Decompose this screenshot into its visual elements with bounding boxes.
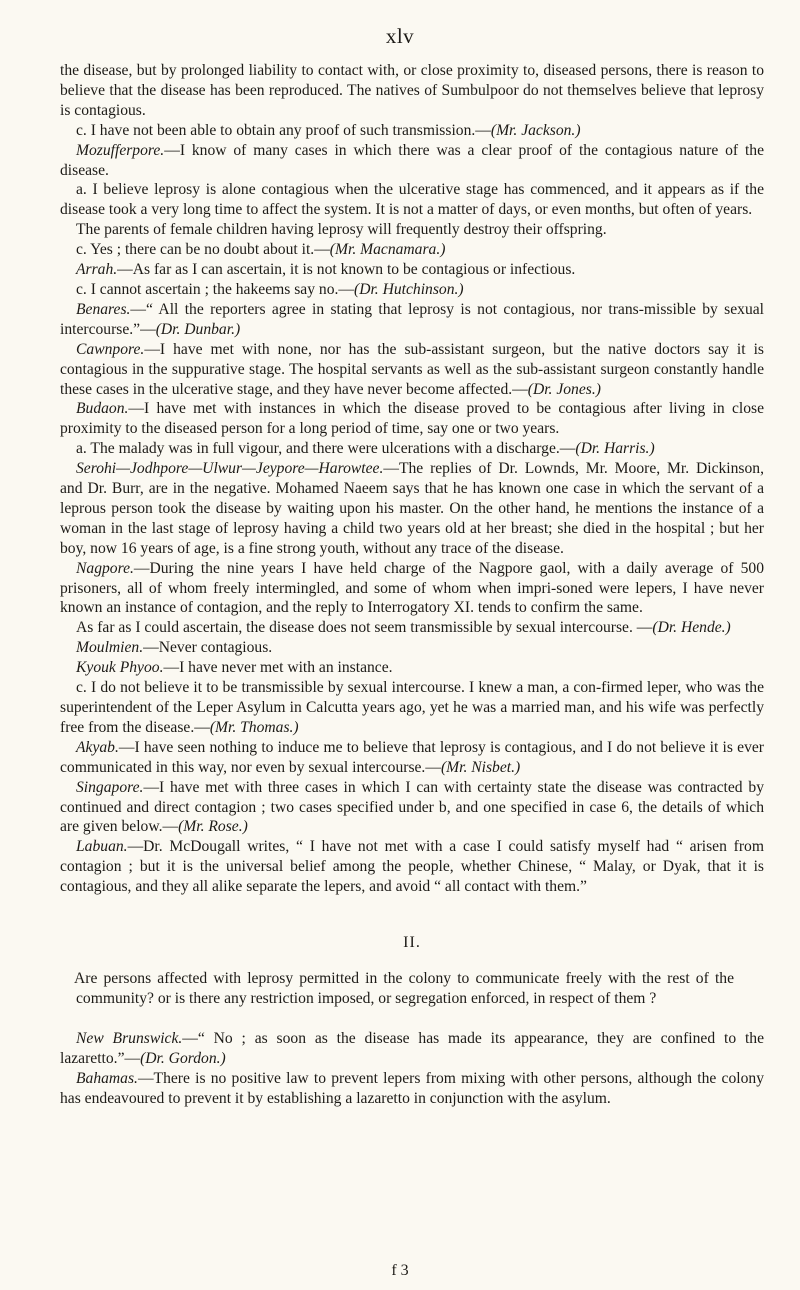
place-name: Arrah. xyxy=(76,261,118,279)
citation: (Mr. Macnamara.) xyxy=(329,241,446,259)
paragraph-benares xyxy=(60,300,764,340)
paragraph-moulmien xyxy=(60,638,764,658)
paragraph-mozufferpore xyxy=(60,141,764,181)
paragraph-serohi xyxy=(60,459,764,559)
place-name: Benares. xyxy=(76,300,131,318)
paragraph-text: —I have seen nothing to induce me to believe that leprosy is contagious, and I do not believe it is ever communicated in this way, nor even by sexual intercourse.— xyxy=(60,738,764,776)
citation: (Dr. Dunbar.) xyxy=(155,320,241,338)
interrogatory-question xyxy=(76,969,734,1009)
citation: (Dr. Gordon.) xyxy=(140,1049,226,1067)
paragraph-text: —The replies of Dr. Lownds, Mr. Moore, Mr. Dickinson, and Dr. Burr, are in the negative. Mohamed Naeem says that he has known one case in which the servant of a leprous person took the disease by waiting upon his master. On the other hand, he mentions the instance of a woman in the last stage of leprosy having a child two years old at her breast; she died in the hospital ; but her boy, now 16 years of age, is a fine strong youth, without any trace of the disease. xyxy=(60,460,764,557)
paragraph-kyouk-phyoo xyxy=(60,658,764,678)
place-name: New Brunswick. xyxy=(76,1029,183,1047)
paragraph-cawnpore xyxy=(60,340,764,400)
place-name: Moulmien. xyxy=(76,639,144,657)
citation: (Mr. Thomas.) xyxy=(209,718,299,736)
citation: (Dr. Hutchinson.) xyxy=(354,280,464,298)
place-name: Bahamas. xyxy=(76,1069,138,1087)
paragraph-text: c. I cannot ascertain ; the hakeems say no.— xyxy=(76,280,354,298)
paragraph-text: c. I have not been able to obtain any proof of such transmission.— xyxy=(76,121,491,139)
place-name: Mozufferpore. xyxy=(76,141,165,159)
paragraph-reply-c xyxy=(60,678,764,738)
paragraph-text: —I have met with none, nor has the sub-assistant surgeon, but the native doctors say it is contagious in the suppurative stage. The hospital servants as well as the sub-assistant surgeon constantly handle these cases in the ulcerative stage, and they have never become affected.— xyxy=(60,340,764,398)
place-name: Budaon. xyxy=(76,400,129,418)
paragraph-singapore xyxy=(60,778,764,838)
paragraph-reply-a xyxy=(60,180,764,220)
paragraph-reply-c xyxy=(60,121,764,141)
paragraph-bahamas xyxy=(60,1069,764,1109)
paragraph-text: —There is no positive law to prevent lepers from mixing with other persons, although the colony has endeavoured to prevent it by establishing a lazaretto in conjunction with the asylum. xyxy=(60,1069,764,1107)
place-name: Labuan. xyxy=(76,838,128,856)
paragraph-text: —Never contagious. xyxy=(143,639,273,657)
place-name: Akyab. xyxy=(76,738,119,756)
paragraph-text: The parents of female children having leprosy will frequently destroy their offspring. xyxy=(76,221,607,239)
paragraph-text: —I have never met with an instance. xyxy=(163,659,393,677)
paragraph-text: c. I do not believe it to be transmissible by sexual intercourse. I knew a man, a con-firmed leper, who was the superintendent of the Leper Asylum in Calcutta years ago, yet he was a married man, and his wife was perfectly free from the disease.— xyxy=(60,679,764,736)
citation: (Mr. Jackson.) xyxy=(490,121,581,139)
place-name: Kyouk Phyoo. xyxy=(76,659,164,677)
paragraph-reply-c xyxy=(60,280,764,300)
paragraph-parents xyxy=(60,220,764,240)
paragraph-arrah xyxy=(60,260,764,280)
paragraph-sexual-intercourse xyxy=(60,618,764,638)
citation: (Dr. Jones.) xyxy=(527,380,601,398)
paragraph-text: —I have met with three cases in which I can with certainty state the disease was contracted by continued and direct contagion ; two cases specified under b, and one specified in case 6, the details of which are given below.— xyxy=(60,778,764,836)
paragraph-text: the disease, but by prolonged liability to contact with, or close proximity to, diseased persons, there is reason to believe that the disease has been reproduced. The natives of Sumbulpoor do not themselves believe that leprosy is contagious. xyxy=(60,62,764,119)
paragraph-new-brunswick xyxy=(60,1029,764,1069)
paragraph-text: As far as I could ascertain, the disease does not seem transmissible by sexual intercourse. — xyxy=(76,619,653,637)
paragraph-text: —“ No ; as soon as the disease has made its appearance, they are confined to the lazaretto.”— xyxy=(60,1029,764,1067)
section-number: II. xyxy=(403,934,421,952)
paragraph-text: a. The malady was in full vigour, and there were ulcerations with a discharge.— xyxy=(76,440,576,458)
page-body xyxy=(60,61,764,1108)
question-text: Are persons affected with leprosy permitted in the colony to communicate freely with the rest of the community? or is there any restriction imposed, or segregation enforced, in respect of them ? xyxy=(74,969,734,1007)
signature-mark: f 3 xyxy=(391,1262,409,1279)
paragraph-text: c. Yes ; there can be no doubt about it.— xyxy=(76,241,330,259)
paragraph-reply-a xyxy=(60,439,764,459)
paragraph-text: —I know of many cases in which there was a clear proof of the contagious nature of the disease. xyxy=(60,141,764,179)
paragraph-text: —“ All the reporters agree in stating that leprosy is not contagious, nor trans-missible by sexual intercourse.”— xyxy=(60,300,764,338)
paragraph-text: —Dr. McDougall writes, “ I have not met with a case I could satisfy myself had “ arisen from contagion ; but it is the universal belief among the people, whether Chinese, “ Malay, or Dyak, that it is contagious, and they all alike separate the lepers, and avoid “ all contact with them.” xyxy=(60,838,764,896)
paragraph-budaon xyxy=(60,399,764,439)
page-number: xlv xyxy=(385,24,415,48)
paragraph-continuation xyxy=(60,61,764,121)
paragraph-nagpore xyxy=(60,559,764,619)
paragraph-reply-c xyxy=(60,240,764,260)
citation: (Dr. Hende.) xyxy=(652,619,731,637)
paragraph-text: —I have met with instances in which the disease proved to be contagious after living in close proximity to the diseased person for a long period of time, say one or two years. xyxy=(60,400,764,438)
place-name: Singapore. xyxy=(76,778,144,796)
place-name: Serohi—Jodhpore—Ulwur—Jeypore—Harowtee. xyxy=(76,460,384,478)
citation: (Mr. Rose.) xyxy=(178,818,248,836)
citation: (Dr. Harris.) xyxy=(575,440,655,458)
place-name: Nagpore. xyxy=(76,559,134,577)
place-name: Cawnpore. xyxy=(76,340,145,358)
citation: (Mr. Nisbet.) xyxy=(440,758,521,776)
paragraph-text: —As far as I can ascertain, it is not known to be contagious or infectious. xyxy=(117,261,576,279)
paragraph-text: a. I believe leprosy is alone contagious when the ulcerative stage has commenced, and it appears as if the disease took a very long time to affect the system. It is not a matter of days, or even months, but often of years. xyxy=(60,181,764,219)
paragraph-akyab xyxy=(60,738,764,778)
paragraph-labuan xyxy=(60,837,764,897)
paragraph-text: —During the nine years I have held charge of the Nagpore gaol, with a daily average of 500 prisoners, all of whom freely intermingled, and some of whom when impri-soned were lepers, I have never known an instance of contagion, and the reply to Interrogatory XI. tends to confirm the same. xyxy=(60,559,764,617)
